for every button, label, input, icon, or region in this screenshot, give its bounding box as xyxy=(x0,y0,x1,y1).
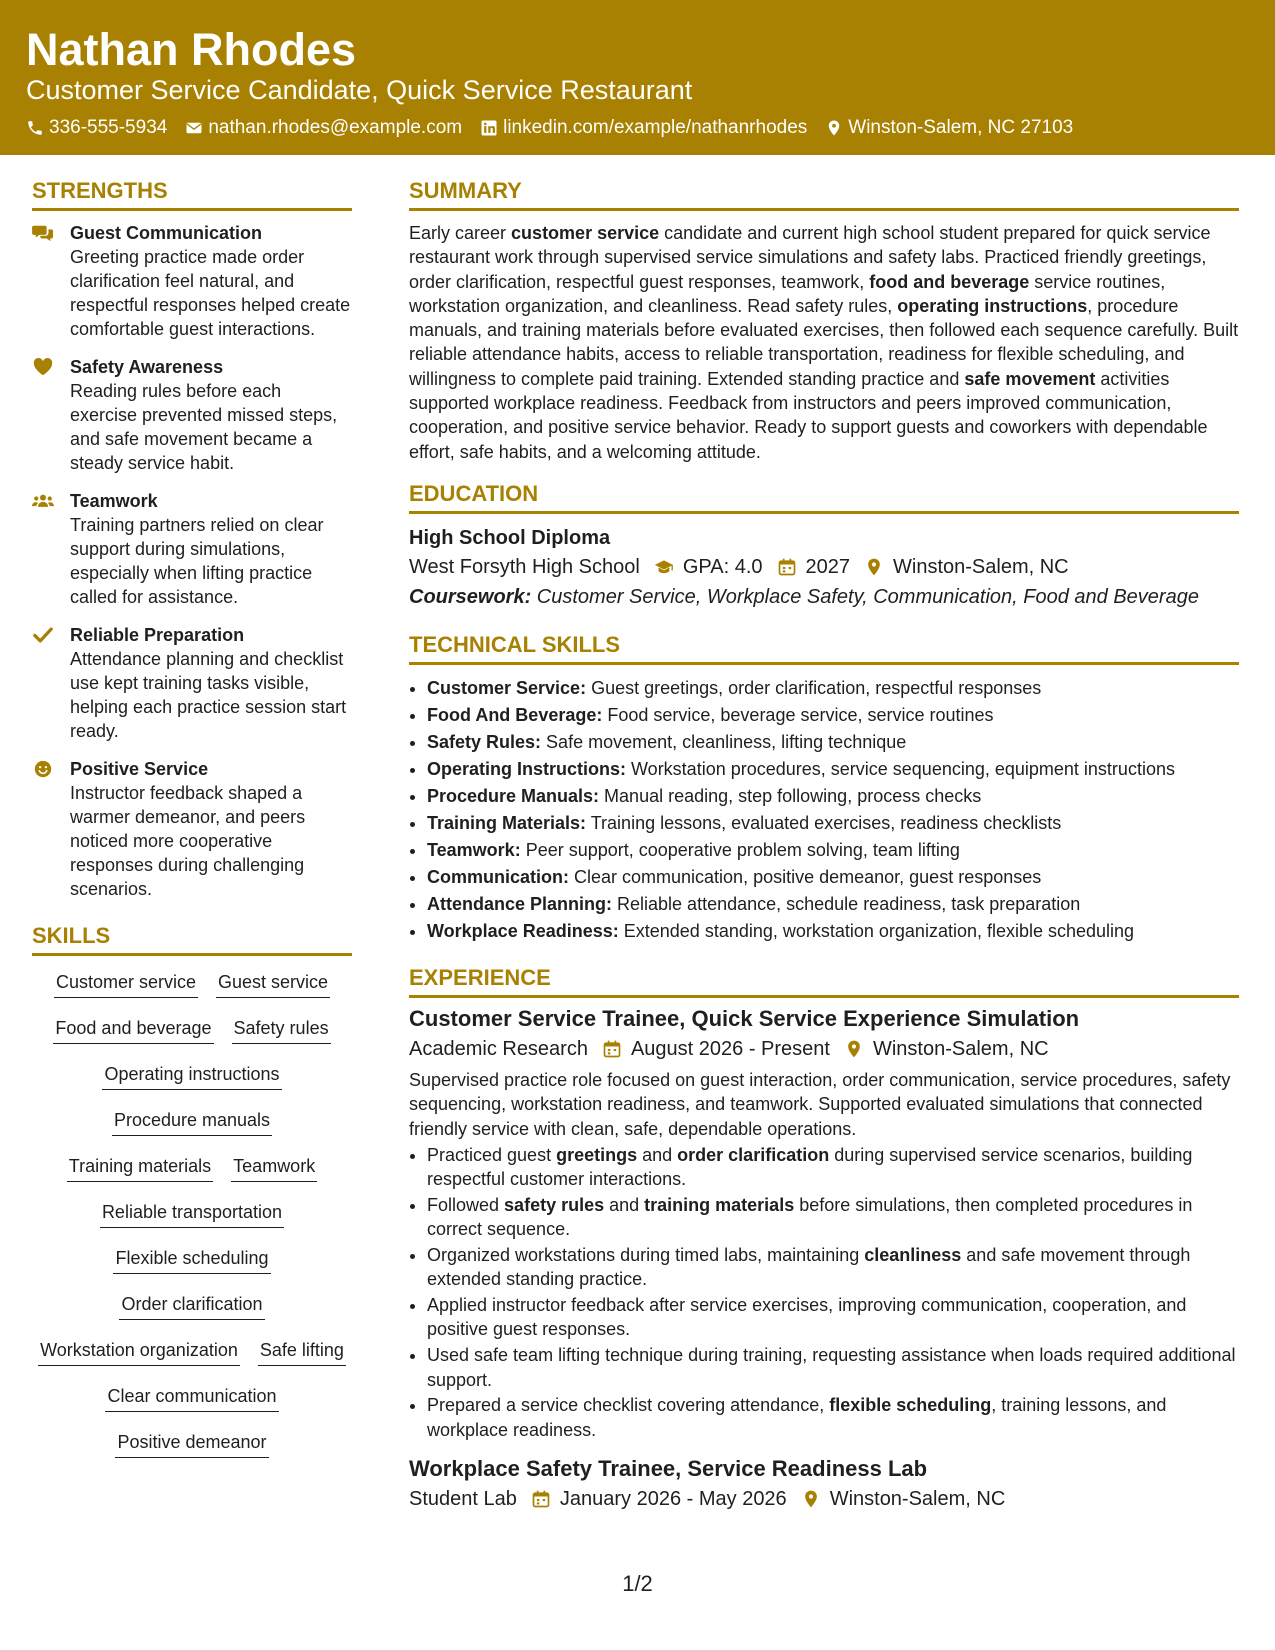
technical-skills-list xyxy=(409,675,1239,945)
text-run: , procedure manuals, and training materials before evaluated exercises, then followed each sequence carefully. Built reliable attendance habits, access to reliable transportation, readiness for flexible scheduling, and willingness to complete paid training. Extended standing practice and xyxy=(409,295,1239,389)
text-run: Followed xyxy=(427,1194,505,1215)
experience-list xyxy=(409,1004,1239,1514)
map-pin-icon xyxy=(825,119,843,137)
bold-phrase: safety rules xyxy=(504,1194,605,1215)
education-heading: EDUCATION xyxy=(409,479,1239,514)
education-school: West Forsyth High School xyxy=(409,555,640,578)
job-dates: August 2026 - Present xyxy=(630,1037,830,1060)
experience-entry xyxy=(409,1454,1239,1514)
strength-title: Reliable Preparation xyxy=(70,625,245,645)
job-bullet xyxy=(427,1143,1239,1192)
strength-text: Reading rules before each exercise prevented missed steps, and safe movement became a steady service habit. xyxy=(70,381,338,473)
phone-text: 336-555-5934 xyxy=(49,117,168,138)
candidate-headline: Customer Service Candidate, Quick Service Restaurant xyxy=(26,75,693,105)
technical-skill-label: Operating Instructions: xyxy=(427,758,627,779)
smile-icon xyxy=(32,757,70,901)
strength-body xyxy=(70,221,352,341)
email-text: nathan.rhodes@example.com xyxy=(208,117,463,138)
bold-phrase: cleanliness xyxy=(864,1245,962,1266)
map-pin-icon xyxy=(864,557,884,577)
bold-phrase: safe movement xyxy=(964,368,1096,389)
graduation-cap-icon xyxy=(654,557,674,577)
education-location: Winston-Salem, NC xyxy=(893,555,1069,578)
technical-skill-item xyxy=(427,702,1239,729)
education-year: 2027 xyxy=(805,555,851,578)
technical-skill-item xyxy=(427,918,1239,945)
technical-skill-value: Workstation procedures, service sequencing, equipment instructions xyxy=(626,758,1175,779)
bold-phrase: operating instructions xyxy=(897,295,1088,316)
technical-skill-item xyxy=(427,810,1239,837)
text-run: and xyxy=(637,1144,678,1165)
linkedin-text: linkedin.com/example/nathanrhodes xyxy=(503,117,808,138)
strength-body xyxy=(70,623,352,743)
summary-heading: SUMMARY xyxy=(409,176,1239,211)
text-run: before simulations, then completed procedures in correct sequence. xyxy=(427,1194,1193,1240)
job-organization: Student Lab xyxy=(409,1487,517,1510)
technical-skill-value: Safe movement, cleanliness, lifting technique xyxy=(541,731,907,752)
contact-linkedin[interactable] xyxy=(480,116,807,140)
text-run: Prepared a service checklist covering attendance, xyxy=(427,1395,830,1416)
bold-phrase: customer service xyxy=(511,223,660,243)
job-bullets xyxy=(409,1143,1239,1442)
technical-skill-value: Peer support, cooperative problem solving, team lifting xyxy=(520,839,960,860)
strengths-heading: STRENGTHS xyxy=(32,176,352,211)
skill-tag: Operating instructions xyxy=(102,1058,281,1090)
strength-text: Training partners relied on clear support during simulations, especially when lifting practice called for assistance. xyxy=(70,515,324,607)
technical-skill-value: Extended standing, workstation organization, flexible scheduling xyxy=(618,920,1135,941)
job-meta xyxy=(409,1484,1239,1514)
strength-title: Guest Communication xyxy=(70,223,263,243)
technical-skill-value: Clear communication, positive demeanor, guest responses xyxy=(569,866,1042,887)
coursework-text: Customer Service, Workplace Safety, Communication, Food and Beverage xyxy=(531,585,1199,608)
skill-tag: Reliable transportation xyxy=(100,1196,284,1228)
bold-phrase: training materials xyxy=(644,1194,795,1215)
phone-icon xyxy=(26,119,44,137)
technical-skill-label: Procedure Manuals: xyxy=(427,785,600,806)
skill-tag: Teamwork xyxy=(231,1150,317,1182)
calendar-icon xyxy=(531,1489,551,1509)
map-pin-icon xyxy=(801,1489,821,1509)
technical-skill-item xyxy=(427,783,1239,810)
technical-skill-item xyxy=(427,864,1239,891)
technical-skill-label: Safety Rules: xyxy=(427,731,542,752)
text-run: and xyxy=(604,1194,645,1215)
strength-item xyxy=(32,221,352,341)
resume-header xyxy=(0,0,1275,155)
right-column xyxy=(409,176,1239,1514)
text-run: Practiced guest xyxy=(427,1144,557,1165)
skill-tag: Food and beverage xyxy=(53,1012,213,1044)
skill-tag: Workstation organization xyxy=(38,1334,240,1366)
technical-skill-label: Food And Beverage: xyxy=(427,704,603,725)
technical-skill-value: Food service, beverage service, service routines xyxy=(602,704,994,725)
text-run: candidate and current high school student prepared for quick service restaurant work through supervised service simulations and safety labs. Practiced friendly greetings, order clarification, respectful guest responses, teamwork, xyxy=(409,223,1211,292)
text-run: activities supported workplace readiness. Feedback from instructors and peers improved communication, cooperation, and positive service behavior. Ready to support guests and coworkers with dependable effort, safe habits, and a welcoming attitude. xyxy=(409,368,1208,462)
job-bullet xyxy=(427,1243,1239,1292)
technical-skill-item xyxy=(427,729,1239,756)
job-description: Supervised practice role focused on guest interaction, order communication, service procedures, safety sequencing, workstation readiness, and teamwork. Supported evaluated simulations that connected friendly service with clean, safe, dependable operations. xyxy=(409,1069,1231,1139)
location-text: Winston-Salem, NC 27103 xyxy=(848,117,1074,138)
technical-skill-value: Training lessons, evaluated exercises, readiness checklists xyxy=(586,812,1062,833)
users-icon xyxy=(32,489,70,609)
strength-text: Attendance planning and checklist use kept training tasks visible, helping each practice session start ready. xyxy=(70,649,347,741)
skill-tag: Clear communication xyxy=(105,1380,278,1412)
strengths-list xyxy=(32,221,352,901)
skill-tag: Flexible scheduling xyxy=(113,1242,270,1274)
strength-title: Positive Service xyxy=(70,759,209,779)
text-run: Used safe team lifting technique during training, requesting assistance when loads required additional support. xyxy=(427,1345,1236,1390)
skill-tag: Safety rules xyxy=(232,1012,331,1044)
skill-tag: Order clarification xyxy=(119,1288,264,1320)
job-organization: Academic Research xyxy=(409,1037,588,1060)
technical-skill-item xyxy=(427,675,1239,702)
contact-phone[interactable] xyxy=(26,116,167,140)
skills-list xyxy=(32,966,352,1472)
comments-icon xyxy=(32,221,70,341)
strength-text: Instructor feedback shaped a warmer demeanor, and peers noticed more cooperative responses during challenging scenarios. xyxy=(70,783,306,899)
job-dates: January 2026 - May 2026 xyxy=(559,1487,787,1510)
calendar-icon xyxy=(602,1039,622,1059)
education-coursework xyxy=(409,582,1239,612)
job-title: Customer Service Trainee, Quick Service Experience Simulation xyxy=(409,1005,1080,1031)
summary-text xyxy=(409,221,1239,464)
candidate-name: Nathan Rhodes xyxy=(26,24,357,75)
strength-title: Safety Awareness xyxy=(70,357,224,377)
text-run: Organized workstations during timed labs, maintaining xyxy=(427,1245,865,1266)
contact-location xyxy=(825,116,1073,140)
technical-skill-label: Training Materials: xyxy=(427,812,587,833)
technical-skills-heading: TECHNICAL SKILLS xyxy=(409,630,1239,665)
job-location: Winston-Salem, NC xyxy=(872,1037,1049,1060)
strength-item xyxy=(32,355,352,475)
contact-bar xyxy=(26,116,1073,140)
skill-tag: Positive demeanor xyxy=(115,1426,268,1458)
strength-title: Teamwork xyxy=(70,491,158,511)
job-meta xyxy=(409,1034,1239,1064)
job-location: Winston-Salem, NC xyxy=(829,1487,1006,1510)
job-bullet xyxy=(427,1393,1239,1442)
left-column xyxy=(32,176,352,1472)
strength-body xyxy=(70,355,352,475)
text-run: , training lessons, and workplace readiness. xyxy=(427,1395,1167,1440)
technical-skill-value: Guest greetings, order clarification, respectful responses xyxy=(586,677,1042,698)
job-bullet xyxy=(427,1293,1239,1342)
technical-skill-value: Reliable attendance, schedule readiness, task preparation xyxy=(612,893,1081,914)
skills-heading: SKILLS xyxy=(32,921,352,956)
bold-phrase: order clarification xyxy=(677,1144,830,1165)
bold-phrase: greetings xyxy=(556,1144,638,1165)
technical-skill-item xyxy=(427,891,1239,918)
technical-skill-item xyxy=(427,756,1239,783)
check-icon xyxy=(32,623,70,743)
page-number: 1/2 xyxy=(622,1571,653,1596)
bold-phrase: food and beverage xyxy=(869,271,1030,292)
skill-tag: Guest service xyxy=(216,966,330,998)
job-bullet xyxy=(427,1343,1239,1392)
education-gpa: GPA: 4.0 xyxy=(682,555,763,578)
text-run: and safe movement through extended standing practice. xyxy=(427,1245,1191,1290)
contact-email[interactable] xyxy=(185,116,462,140)
education-degree: High School Diploma xyxy=(409,526,611,549)
experience-heading: EXPERIENCE xyxy=(409,963,1239,998)
strength-item xyxy=(32,623,352,743)
strength-item xyxy=(32,489,352,609)
text-run: during supervised service scenarios, building respectful customer interactions. xyxy=(427,1144,1193,1190)
experience-entry xyxy=(409,1004,1239,1442)
text-run: Applied instructor feedback after service exercises, improving communication, cooperation, and positive guest responses. xyxy=(427,1295,1187,1340)
text-run: Early career xyxy=(409,223,512,243)
envelope-icon xyxy=(185,119,203,137)
technical-skill-label: Communication: xyxy=(427,866,569,887)
map-pin-icon xyxy=(844,1039,864,1059)
bold-phrase: flexible scheduling xyxy=(829,1395,992,1416)
skill-tag: Procedure manuals xyxy=(112,1104,272,1136)
education-meta xyxy=(409,552,1239,582)
strength-body xyxy=(70,757,352,901)
skill-tag: Customer service xyxy=(54,966,198,998)
text-run: service routines, workstation organization, and cleanliness. Read safety rules, xyxy=(409,271,1166,316)
skill-tag: Training materials xyxy=(67,1150,213,1182)
job-bullet xyxy=(427,1193,1239,1242)
linkedin-icon xyxy=(480,119,498,137)
technical-skill-label: Attendance Planning: xyxy=(427,893,613,914)
strength-body xyxy=(70,489,352,609)
technical-skill-label: Customer Service: xyxy=(427,677,587,698)
technical-skill-label: Teamwork: xyxy=(427,839,521,860)
strength-item xyxy=(32,757,352,901)
technical-skill-value: Manual reading, step following, process checks xyxy=(599,785,982,806)
technical-skill-item xyxy=(427,837,1239,864)
job-title: Workplace Safety Trainee, Service Readiness Lab xyxy=(409,1455,928,1481)
technical-skill-label: Workplace Readiness: xyxy=(427,920,619,941)
heart-icon xyxy=(32,355,70,475)
strength-text: Greeting practice made order clarification feel natural, and respectful responses helped create comfortable guest interactions. xyxy=(70,247,351,339)
calendar-icon xyxy=(777,557,797,577)
coursework-label: Coursework: xyxy=(409,585,532,608)
skill-tag: Safe lifting xyxy=(258,1334,346,1366)
